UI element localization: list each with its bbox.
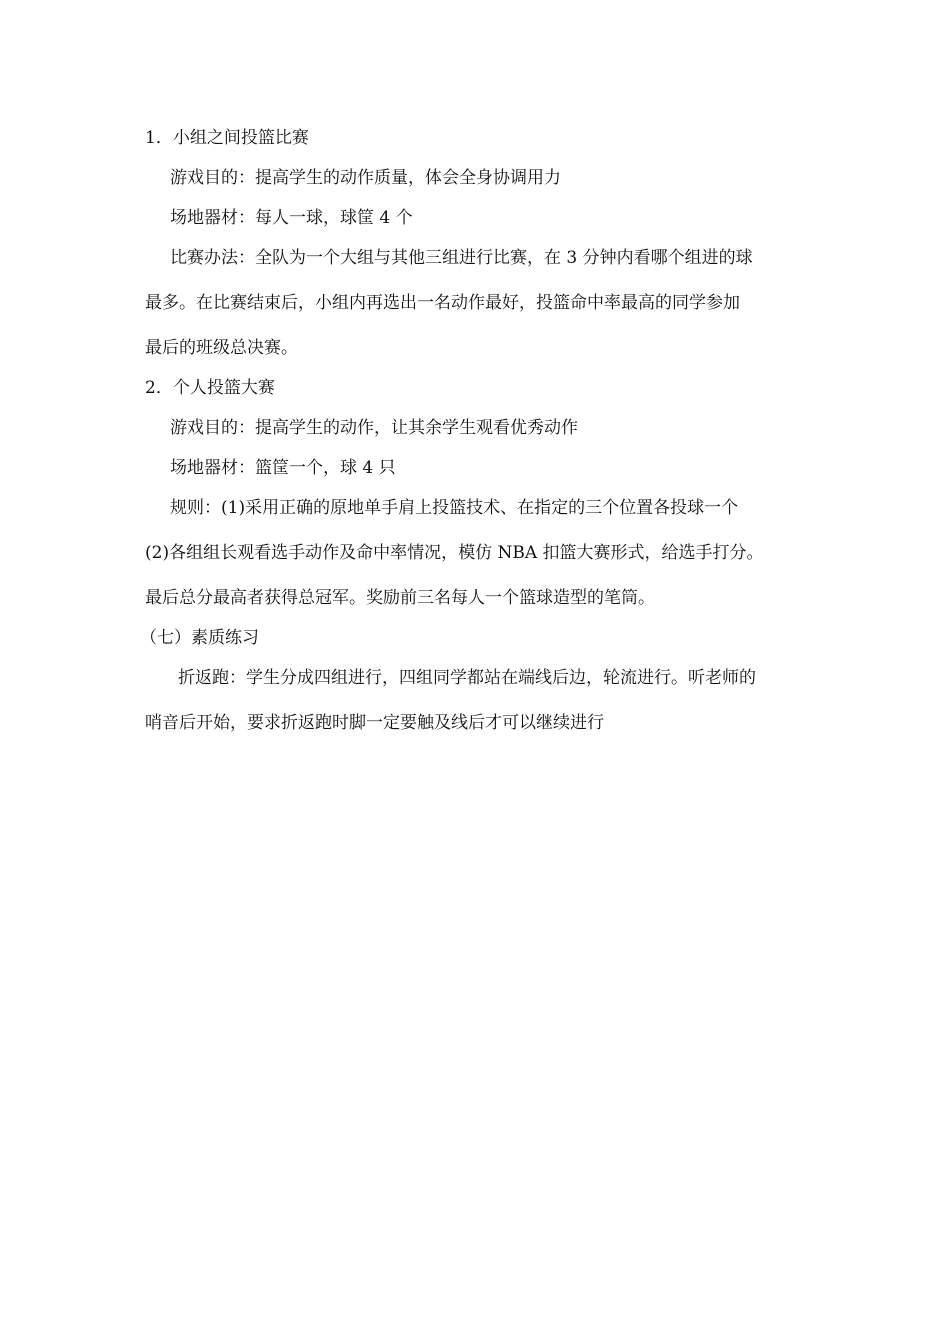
rules-line-2: (2)各组组长观看选手动作及命中率情况，模仿 NBA 扣篮大赛形式，给选手打分。	[145, 543, 764, 563]
competition-method-line-1: 比赛办法：全队为一个大组与其他三组进行比赛，在 3 分钟内看哪个组进的球	[170, 248, 753, 268]
rules-line-1: 规则：(1)采用正确的原地单手肩上投篮技术、在指定的三个位置各投球一个	[170, 498, 739, 518]
shuttle-run-line-2: 哨音后开始，要求折返跑时脚一定要触及线后才可以继续进行	[145, 713, 604, 733]
equipment-2: 场地器材：篮筐一个，球 4 只	[170, 458, 396, 478]
competition-method-line-2: 最多。在比赛结束后，小组内再选出一名动作最好，投篮命中率最高的同学参加	[145, 293, 740, 313]
game-purpose-1: 游戏目的：提高学生的动作质量，体会全身协调用力	[170, 168, 561, 188]
section-heading-individual-shooting: 2．个人投篮大赛	[145, 378, 275, 398]
competition-method-line-3: 最后的班级总决赛。	[145, 338, 298, 358]
rules-line-3: 最后总分最高者获得总冠军。奖励前三名每人一个篮球造型的笔筒。	[145, 588, 655, 608]
section-heading-fitness: （七）素质练习	[140, 628, 259, 648]
game-purpose-2: 游戏目的：提高学生的动作，让其余学生观看优秀动作	[170, 418, 578, 438]
section-heading-group-shooting: 1．小组之间投篮比赛	[145, 128, 309, 148]
equipment-1: 场地器材：每人一球，球筐 4 个	[170, 208, 413, 228]
shuttle-run-line-1: 折返跑：学生分成四组进行，四组同学都站在端线后边，轮流进行。听老师的	[178, 668, 756, 688]
